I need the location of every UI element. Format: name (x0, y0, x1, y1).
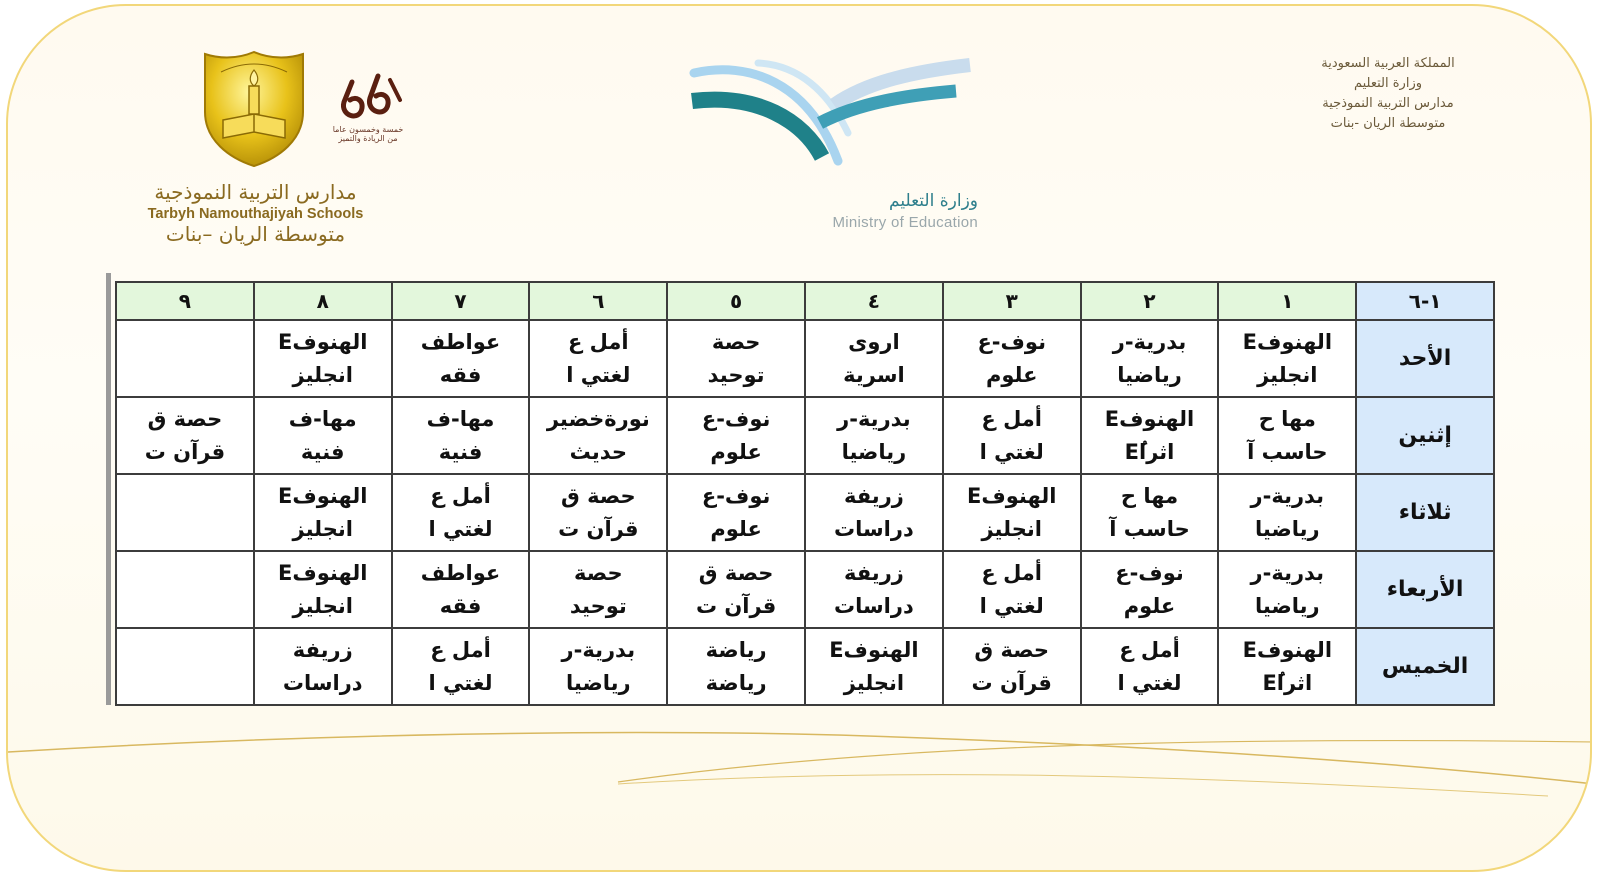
school-branch: متوسطة الريان –بنات (165, 222, 346, 246)
subject-name: انجليز (292, 593, 353, 618)
subject-name: لغتي ا (979, 593, 1044, 618)
teacher-name: نورةخضير (546, 406, 650, 431)
ministry-name-arabic: وزارة التعليم (889, 191, 978, 211)
schedule-cell (667, 474, 805, 551)
schedule-cell (943, 474, 1081, 551)
subject-name: انجليز (981, 516, 1042, 541)
day-label: الأربعاء (1356, 551, 1494, 628)
schedule-cell (254, 474, 392, 551)
teacher-name: نوف-ع (701, 483, 771, 508)
school-name-english: Tarbyh Namouthajiyah Schools (147, 206, 364, 222)
schedule-cell (1081, 551, 1219, 628)
subject-name: لغتي ا (979, 439, 1044, 464)
subject-name: رياضيا (1254, 593, 1320, 618)
teacher-name: حصة ق (698, 560, 774, 585)
schedule-cell (529, 474, 667, 551)
period-header: ٢ (1081, 282, 1219, 320)
schedule-cell (1081, 397, 1219, 474)
school-logo (133, 50, 404, 250)
schedule-cell (1218, 320, 1356, 397)
teacher-name: مها ح (1258, 406, 1316, 431)
teacher-name: الهنوفE (1242, 329, 1333, 354)
subject-name: دراسات (834, 516, 914, 541)
schedule-cell (1081, 628, 1219, 705)
schedule-cell (805, 628, 943, 705)
period-header: ١ (1218, 282, 1356, 320)
schedule-cell (1218, 397, 1356, 474)
schedule-cell (116, 320, 254, 397)
teacher-name: بدرية-ر (561, 637, 636, 662)
period-header: ٦ (529, 282, 667, 320)
period-header-row (116, 282, 1494, 320)
period-header: ٩ (116, 282, 254, 320)
teacher-name: حصة (711, 329, 761, 354)
subject-name: علوم (710, 516, 762, 541)
ministry-logo (688, 51, 988, 251)
schedule-cell (805, 474, 943, 551)
subject-name: لغتي ا (428, 516, 493, 541)
teacher-name: رياضة (705, 637, 767, 662)
table-shadow (106, 273, 111, 705)
schedule-cell (943, 551, 1081, 628)
schedule-cell (667, 551, 805, 628)
teacher-name: الهنوفE (1104, 406, 1195, 431)
schedule-cell (805, 320, 943, 397)
schedule-cell (805, 397, 943, 474)
schedule-row (116, 551, 1494, 628)
subject-name: اثراEُ (1124, 439, 1175, 464)
teacher-name: الهنوفE (278, 483, 368, 508)
teacher-name: اروى (848, 329, 900, 354)
header-branch: متوسطة الريان -بنات (1330, 116, 1446, 131)
subject-name: اثراEُ (1262, 670, 1313, 695)
header-country: المملكة العربية السعودية (1321, 56, 1455, 71)
teacher-name: الهنوفE (966, 483, 1057, 508)
subject-name: حاسب آ (1109, 516, 1190, 541)
schedule-cell (529, 397, 667, 474)
teacher-name: زريفة (843, 483, 904, 508)
header-ministry: وزارة التعليم (1353, 76, 1423, 91)
schedule-cell (254, 397, 392, 474)
teacher-name: عواطف (420, 329, 501, 354)
teacher-name: مها-ف (426, 406, 495, 431)
teacher-name: أمل ع (1119, 637, 1180, 662)
teacher-name: بدرية-ر (837, 406, 911, 431)
teacher-name: مها ح (1120, 483, 1179, 508)
schedule-cell (529, 551, 667, 628)
subject-name: فقه (439, 593, 482, 618)
schedule-cell (254, 320, 392, 397)
header-text (1288, 54, 1488, 134)
day-label: إثنين (1356, 397, 1494, 474)
schedule-cell (392, 551, 530, 628)
subject-name: انجليز (1257, 362, 1318, 387)
schedule-row (116, 397, 1494, 474)
schedule-cell (943, 320, 1081, 397)
header-schools: مدارس التربية النموذجية (1322, 96, 1454, 111)
day-label: الخميس (1356, 628, 1494, 705)
schedule-row (116, 628, 1494, 705)
subject-name: علوم (1123, 593, 1176, 618)
day-label: ثلاثاء (1356, 474, 1494, 551)
subject-name: رياضة (705, 670, 767, 695)
ministry-name-english: Ministry of Education (832, 214, 978, 231)
period-header: ٨ (254, 282, 392, 320)
anniversary-55-icon (338, 72, 406, 124)
schedule-cell (805, 551, 943, 628)
subject-name: قرآن ت (558, 516, 639, 541)
subject-name: توحيد (569, 593, 627, 618)
subject-name: انجليز (292, 362, 353, 387)
schedule-cell (1218, 474, 1356, 551)
day-label: الأحد (1356, 320, 1494, 397)
teacher-name: بدرية-ر (1250, 483, 1325, 508)
class-label: ١-٦ (1356, 282, 1494, 320)
schedule-cell (943, 397, 1081, 474)
subject-name: اسرية (843, 362, 905, 387)
teacher-name: نوف-ع (1115, 560, 1184, 585)
subject-name: علوم (985, 362, 1038, 387)
ministry-book-icon (688, 51, 988, 191)
teacher-name: أمل ع (430, 637, 491, 662)
period-header: ٧ (392, 282, 530, 320)
teacher-name: حصة ق (560, 483, 636, 508)
period-header: ٣ (943, 282, 1081, 320)
teacher-name: عواطف (420, 560, 501, 585)
teacher-name: أمل ع (568, 329, 629, 354)
subject-name: حديث (569, 439, 628, 464)
subject-name: رياضيا (841, 439, 907, 464)
school-name-arabic: مدارس التربية النموذجية (154, 180, 357, 204)
teacher-name: نوف-ع (701, 406, 771, 431)
schedule-cell (1081, 474, 1219, 551)
schedule-cell (116, 397, 254, 474)
subject-name: قرآن ت (144, 439, 226, 464)
subject-name: رياضيا (1117, 362, 1182, 387)
class-schedule-table (115, 281, 1495, 706)
schedule-cell (116, 628, 254, 705)
teacher-name: الهنوفE (278, 329, 368, 354)
teacher-name: أمل ع (430, 483, 491, 508)
teacher-name: حصة ق (974, 637, 1050, 662)
schedule-cell (529, 320, 667, 397)
subject-name: رياضيا (1254, 516, 1320, 541)
subject-name: رياضيا (566, 670, 631, 695)
schedule-cell (667, 320, 805, 397)
schedule-body (116, 320, 1494, 705)
school-crest-icon (203, 50, 305, 168)
schedule-cell (116, 474, 254, 551)
period-header: ٥ (667, 282, 805, 320)
teacher-name: حصة ق (147, 406, 223, 431)
schedule-cell (254, 551, 392, 628)
teacher-name: بدرية-ر (1250, 560, 1325, 585)
subject-name: دراسات (834, 593, 914, 618)
period-header: ٤ (805, 282, 943, 320)
subject-name: انجليز (292, 516, 353, 541)
subject-name: قرآن ت (971, 670, 1052, 695)
teacher-name: أمل ع (981, 560, 1043, 585)
schedule-cell (254, 628, 392, 705)
teacher-name: مها-ف (288, 406, 357, 431)
subject-name: دراسات (282, 670, 363, 695)
subject-name: لغتي ا (428, 670, 493, 695)
subject-name: قرآن ت (695, 593, 777, 618)
subject-name: علوم (710, 439, 762, 464)
teacher-name: حصة (574, 560, 623, 585)
subject-name: لغتي ا (566, 362, 631, 387)
teacher-name: بدرية-ر (1112, 329, 1187, 354)
schedule-cell (392, 474, 530, 551)
schedule-cell (392, 397, 530, 474)
schedule-cell (529, 628, 667, 705)
schedule-cell (1218, 551, 1356, 628)
schedule-row (116, 320, 1494, 397)
teacher-name: نوف-ع (977, 329, 1046, 354)
schedule-cell (667, 628, 805, 705)
subject-name: لغتي ا (1117, 670, 1182, 695)
teacher-name: زريفة (292, 637, 353, 662)
subject-name: فنية (438, 439, 483, 464)
teacher-name: أمل ع (981, 406, 1043, 431)
teacher-name: زريفة (843, 560, 904, 585)
schedule-cell (1218, 628, 1356, 705)
subject-name: فقه (439, 362, 482, 387)
schedule-cell (1081, 320, 1219, 397)
subject-name: فنية (300, 439, 345, 464)
teacher-name: الهنوفE (829, 637, 919, 662)
schedule-cell (943, 628, 1081, 705)
schedule-cell (667, 397, 805, 474)
teacher-name: الهنوفE (278, 560, 368, 585)
subject-name: انجليز (843, 670, 905, 695)
schedule-cell (392, 628, 530, 705)
anniversary-text: خمسة وخمسون عاما من الريادة والتميز (332, 125, 404, 143)
subject-name: توحيد (707, 362, 765, 387)
schedule-cell (116, 551, 254, 628)
subject-name: حاسب آ (1247, 439, 1328, 464)
schedule-cell (392, 320, 530, 397)
teacher-name: الهنوفE (1242, 637, 1333, 662)
schedule-row (116, 474, 1494, 551)
